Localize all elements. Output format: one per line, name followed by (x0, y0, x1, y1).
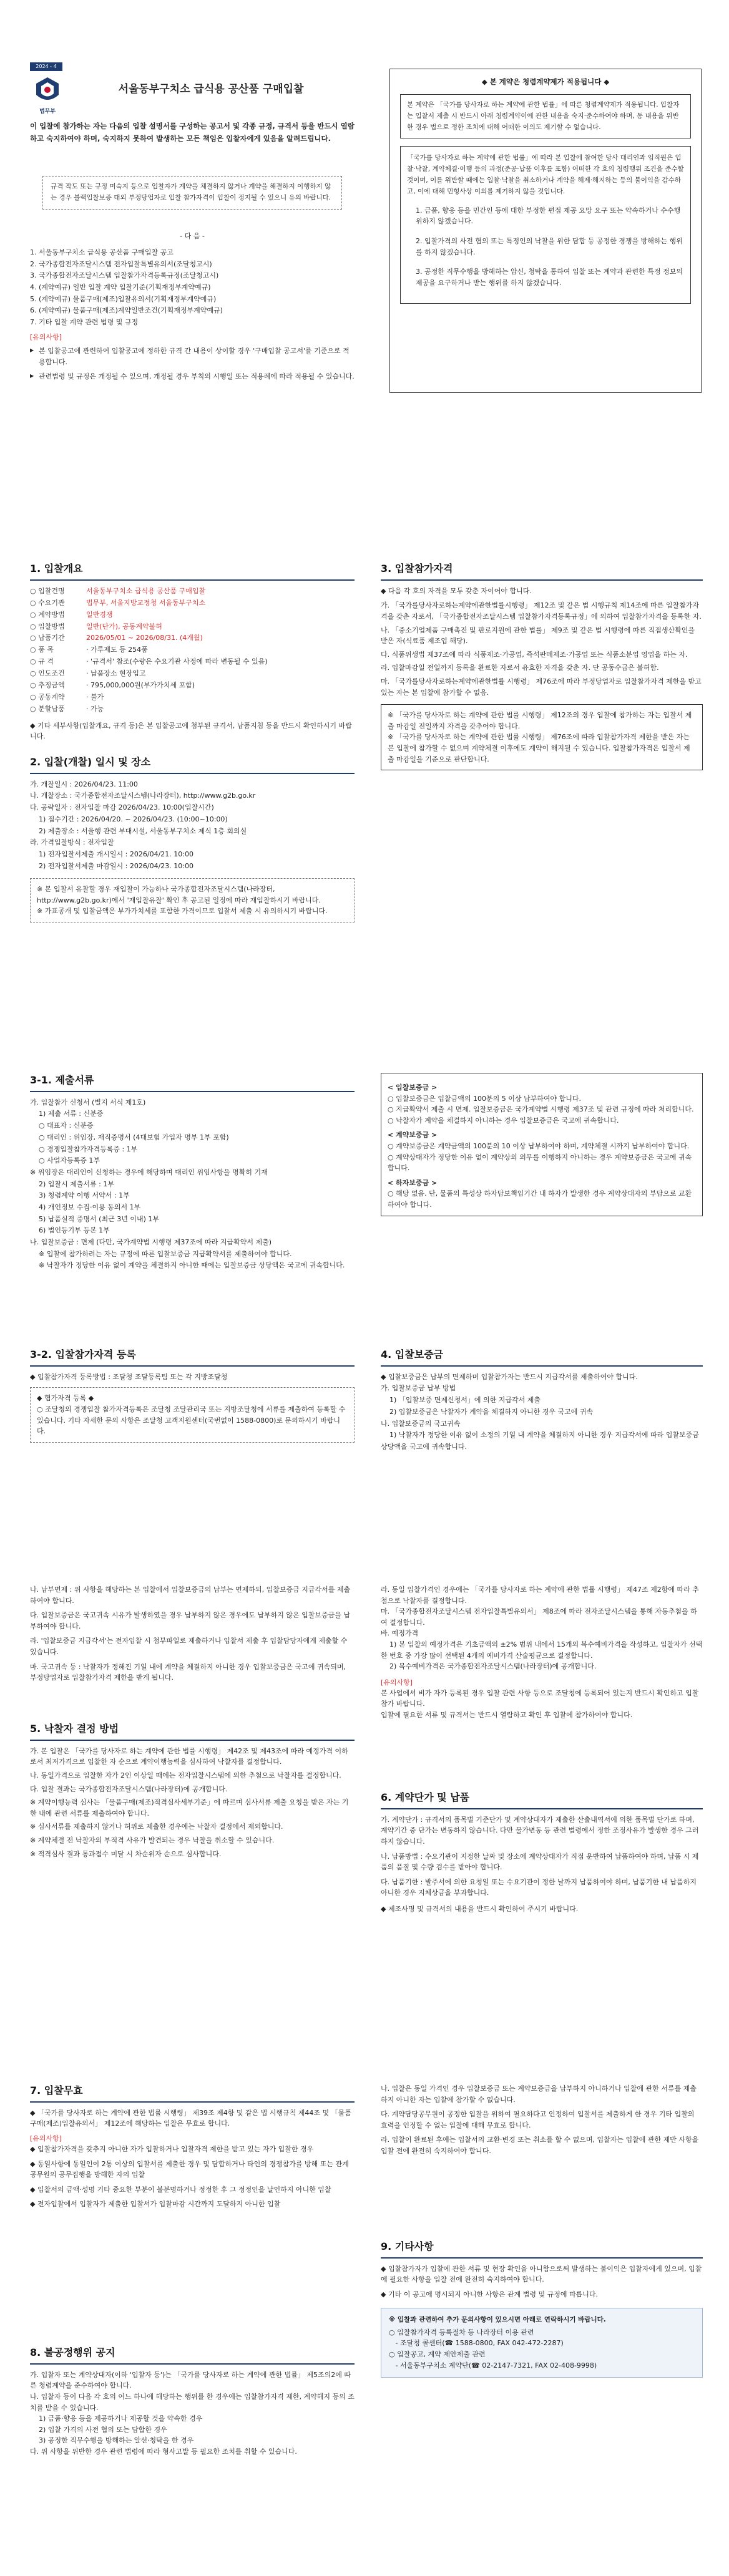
contract-item: 다. 납품기한 : 발주서에 의한 요청일 또는 수요기관이 정한 날까지 납품하여야 하며, 납품기한 내 납품하지 아니한 경우 지체상금을 부과합니다. (381, 1877, 699, 1897)
registration-box-item: ○ 조달청의 경쟁입찰 참가자격등록은 조달청 조달관리국 또는 지방조달청에 서류를 제출하여 등록할 수 있습니다. 기타 자세한 문의 사항은 조달청 고객지원센터(국번없이 1588-0800)로 문의하시기 바랍니다. (37, 1405, 348, 1436)
overview-row (30, 632, 355, 644)
contact-item: ○ 입찰참가자격 등록절차 등 나라장터 이용 관련 (389, 2328, 534, 2336)
integrity-item: 3. 공정한 직무수행을 방해하는 압신, 청탁을 통하여 입찰 또는 계약과 관련한 특정 정보의 제공을 요구하거나 받는 행위를 하지 않겠습니다. (416, 268, 685, 287)
contract-item: 나. 납품방법 : 수요기관이 지정한 날짜 및 장소에 계약상대자가 직접 운반하여 납품하여야 하며, 납품 시 제품의 품질 및 수량 검수를 받아야 합니다. (381, 1852, 699, 1872)
section-title-schedule: 2. 입찰(개찰) 일시 및 장소 (30, 755, 355, 774)
section-title-contract: 6. 계약단가 및 납품 (381, 1790, 703, 1809)
contact-title: ※ 입찰과 관련하여 추가 문의사항이 있으시면 아래로 연락하시기 바랍니다. (389, 2315, 606, 2323)
qualification-item: 다. 식품위생법 제37조에 따라 식품제조·가공업, 즉석판매제조·가공업 또는 식품소분업 영업을 하는 자. (381, 650, 688, 659)
deposit-box-item: < 하자보증금 > (388, 1178, 438, 1187)
section-title-documents: 3-1. 제출서류 (30, 1073, 355, 1092)
deposit-box-item: ○ 입찰보증금은 입찰금액의 100분의 5 이상 납부하여야 합니다. (388, 1094, 581, 1103)
schedule-note-item: ※ 본 입찰서 유찰할 경우 재입찰이 가능하나 국가종합전자조달시스템(나라장터, http://www.g2b.go.kr)에서 '재입찰유찰' 확인 후 공고된 일정에 따라 재입찰하시기 바랍니다. (37, 885, 321, 904)
section-title-bid-deposit: 4. 입찰보증금 (381, 1347, 703, 1367)
overview-row (30, 598, 355, 609)
award-item: ※ 계약이행능력 심사는 「물품구매(제조)적격심사세부기준」에 따르며 심사서류 제출 요청을 받은 자는 기한 내에 관련 서류를 제출하여야 합니다. (30, 1798, 349, 1818)
document-list-item: 6. (계약예규) 물품구매(제조)계약일반조건(기획재정부계약예규) (30, 306, 223, 315)
invalid-intro: ◆ 「국가를 당사자로 하는 계약에 관한 법률 시행령」 제39조 제4항 및 같은 법 시행규칙 제44조 및 「물품구매(제조)입찰유의서」 제12조에 해당하는 입찰은 무효로 합니다. (30, 2108, 351, 2128)
contact-item: - 서울동부구치소 계약단(☎ 02-2147-7321, FAX 02-408-9998) (389, 2361, 597, 2370)
deposit-box-item: ○ 지급확약서 제출 시 면제. 입찰보증금은 국가계약법 시행령 제37조 및 관련 규정에 따라 처리합니다. (388, 1105, 694, 1114)
section-bid-deposit (381, 1347, 703, 1453)
section-unfair (30, 2345, 355, 2457)
unfair-item: 나. 입찰자 등이 다음 각 호의 어느 하나에 해당하는 행위를 한 경우에는 입찰참가자격 제한, 계약해지 등의 조치를 받을 수 있습니다. (30, 2392, 355, 2412)
deposit-box-item: < 계약보증금 > (388, 1131, 438, 1140)
documents-item: 1) 제출 서류 : 신분증 (30, 1110, 104, 1118)
documents-item: 5) 납품실적 증명서 (최근 3년 이내) 1부 (30, 1214, 159, 1223)
integrity-title: ◆ 본 계약은 청렴계약제가 적용됩니다 ◆ (481, 77, 610, 86)
registration-box (30, 1387, 355, 1442)
documents-item: ○ 사업자등록증 1부 (30, 1156, 100, 1165)
schedule-item: 가. 개찰일시 : 2026/04/23. 11:00 (30, 780, 138, 788)
overview-row (30, 668, 355, 680)
award-list (30, 1746, 355, 1859)
schedule-item: 라. 가격입찰방식 : 전자입찰 (30, 838, 114, 847)
overview-key: ○ 품 목 (30, 646, 54, 654)
section-title-misc: 9. 기타사항 (381, 2239, 703, 2259)
caution-item: ▶ 관련법령 및 규정은 개정될 수 있으며, 개정될 경우 부칙의 시행일 또는 적용례에 따라 적용될 수 있습니다. (30, 372, 355, 381)
section-title-invalid: 7. 입찰무효 (30, 2083, 355, 2103)
overview-value: · 가능 (86, 704, 104, 713)
unfair-item: 1) 금품·향응 등을 제공하거나 제공할 것을 약속한 경우 (30, 2414, 203, 2423)
schedule-item: 다. 공략일자 : 전자입찰 마감 2026/04/23. 10:00(입찰시간) (30, 803, 214, 812)
unfair-item: 2) 입찰 가격의 사전 협의 또는 담합한 경우 (30, 2425, 167, 2434)
bid-deposit-item: 1) 「입찰보증 면제신청서」에 의한 지급각서 제출 (381, 1396, 541, 1405)
document-list-item: 5. (계약예규) 물품구매(제조)입찰유의서(기획재정부계약예규) (30, 294, 217, 303)
misc-item: ◆ 입찰참가자가 입찰에 관한 서류 및 현장 확인을 아니함으로써 발생하는 불이익은 입찰자에게 있으며, 입찰에 필요한 사항을 입찰 전에 완전히 숙지하여야 합니다. (381, 2264, 702, 2284)
qualification-note-item: ※ 「국가를 당사자로 하는 계약에 관한 법률 시행령」 제76조에 따라 입찰참가자격 제한을 받은 자는 본 입찰에 참가할 수 없으며 계약체결 이후에도 계약이 해지될 수 있습니다. 입찰참가자격은 입찰서 제출 마감일을 기준으로 판단합니다. (388, 733, 692, 763)
registration-intro: ◆ 입찰참가자격 등록방법 : 조달청 조달등록팀 또는 각 지방조달청 (30, 1372, 228, 1381)
unfair-item: 3) 공정한 직무수행을 방해하는 알선·청탁을 한 경우 (30, 2436, 194, 2445)
deposit-box-item: < 입찰보증금 > (388, 1083, 438, 1092)
award-continued-list (381, 1584, 703, 1672)
misc-list (381, 2264, 703, 2300)
qualification-intro: ◆ 다음 각 호의 자격을 모두 갖춘 자이어야 합니다. (381, 586, 532, 595)
schedule-item: 1) 전자입찰서제출 개시일시 : 2026/04/21. 10:00 (30, 850, 193, 858)
overview-key: ○ 추정금액 (30, 681, 65, 690)
bid-deposit-item: 가. 입찰보증금 납부 방법 (381, 1384, 456, 1393)
overview-row (30, 609, 355, 621)
award-continued-item: 라. 동일 입찰가격인 경우에는 「국가를 당사자로 하는 계약에 관한 법률 시행령」 제47조 제2항에 따라 추첨으로 낙찰자를 결정합니다. (381, 1586, 699, 1605)
documents-item: 6) 법인등기부 등본 1부 (30, 1226, 110, 1235)
deposit-box (381, 1073, 703, 1216)
documents-item: 가. 입찰참가 신청서 (별지 서식 제1호) (30, 1098, 146, 1106)
invalid-continued-list (381, 2083, 703, 2157)
invalid-item: ◆ 입찰서의 금액·성명 기타 중요한 부분이 불분명하거나 정정한 후 그 정정인을 날인하지 아니한 입찰 (30, 2185, 331, 2194)
registration-box-item: ◆ 협가자격 등록 ◆ (37, 1394, 94, 1403)
arrow-icon: ▶ (30, 347, 34, 353)
integrity-item: 2. 입찰가격의 사전 협의 또는 특정인의 낙찰을 위한 담합 등 공정한 경쟁을 방해하는 행위를 하지 않겠습니다. (416, 236, 683, 256)
award-item: 나. 동일가격으로 입찰한 자가 2인 이상일 때에는 전자입찰시스템에 의한 추첨으로 낙찰자를 결정합니다. (30, 1771, 341, 1779)
section-schedule (30, 755, 355, 922)
section-award-continued (381, 1584, 703, 1721)
integrity-box (389, 69, 702, 393)
documents-item: ※ 낙찰자가 정당한 이유 없이 계약을 체결하지 아니한 때에는 입찰보증금 상당액은 국고에 귀속합니다. (30, 1261, 345, 1270)
document-list-item: 4. (계약예규) 일반 입찰 계약 입찰기준(기획재정부계약예규) (30, 283, 211, 292)
overview-value: · 795,000,000원(부가가치세 포함) (86, 681, 195, 690)
qualification-item: 나. 「중소기업제품 구매촉진 및 판로지원에 관한 법률」 제9조 및 같은 법 시행령에 따른 직접생산확인을 받은 자(식료품 제조업 해당). (381, 626, 697, 646)
contract-item: 가. 계약단가 : 규격서의 품목별 기준단가 및 계약상대자가 제출한 산출내역서에 의한 품목별 단가로 하며, 계약기간 중 단가는 변동하지 않습니다. 다만 물가변동 등 관련 법령에서 정한 조정사유가 발생한 경우 그러하지 않습니다. (381, 1815, 699, 1846)
header-section (30, 62, 355, 418)
deposit-box-list (388, 1082, 696, 1211)
overview-row (30, 692, 355, 704)
deposit-extra-item: 마. 국고귀속 등 : 낙찰자가 정해진 기일 내에 계약을 체결하지 아니한 경우 입찰보증금은 국고에 귀속되며, 부정당업자로 입찰참가자격 제한을 받게 됩니다. (30, 1662, 348, 1682)
contact-list (389, 2327, 695, 2371)
award-continued-item: 바. 예정가격 (381, 1629, 419, 1638)
overview-table (30, 586, 355, 715)
schedule-item: 2) 전자입찰서제출 마감일시 : 2026/04/23. 10:00 (30, 861, 193, 870)
overview-value: · 납품장소 현장입고 (86, 669, 146, 678)
qualification-note (381, 704, 703, 770)
award-item: 다. 입찰 결과는 국가종합전자조달시스템(나라장터)에 공개합니다. (30, 1784, 228, 1793)
documents-item: ※ 위임장은 대리인이 신청하는 경우에 해당하며 대리인 위임사항을 명확히 기재 (30, 1168, 268, 1176)
qualification-item: 마. 「국가를당사자로하는계약에관한법률 시행령」 제76조에 따라 부정당업자로 입찰참가자격 제한을 받고 있는 자는 본 입찰에 참가할 수 없음. (381, 677, 704, 697)
schedule-item: 2) 제출장소 : 서울행 관련 부대시설, 서울동부구치소 제식 1층 회의실 (30, 826, 247, 835)
list-title: - 다 음 - (180, 232, 205, 240)
award-continued-item: 2) 복수예비가격은 국가종합전자조달시스템(나라장터)에 공개합니다. (381, 1662, 597, 1671)
invalid-item: ◆ 입찰참가자격을 갖추지 아니한 자가 입찰하거나 입찰자격 제한을 받고 있는 자가 입찰한 경우 (30, 2145, 314, 2154)
award-item: 가. 본 입찰은 「국가를 당사자로 하는 계약에 관한 법률 시행령」 제42조 및 제43조에 따라 예정가격 이하로서 최저가격으로 입찰한 자 순으로 계약이행능력을 심사하여 낙찰자를 결정합니다. (30, 1746, 348, 1766)
overview-value: 법무부, 서울지방교정청 서울동부구치소 (86, 598, 206, 607)
deposit-box-item: ○ 낙찰자가 계약을 체결하지 아니하는 경우 입찰보증금은 국고에 귀속합니다. (388, 1116, 619, 1125)
overview-key: ○ 규 격 (30, 657, 54, 666)
documents-item: 2) 입찰시 제출서류 : 1부 (30, 1179, 114, 1188)
overview-value: 일반경쟁 (86, 610, 113, 619)
overview-key: ○ 계약방법 (30, 610, 65, 619)
schedule-note (30, 878, 355, 922)
section-title-registration: 3-2. 입찰참가자격 등록 (30, 1347, 355, 1367)
schedule-list (30, 779, 355, 873)
section-title-award: 5. 낙찰자 결정 방법 (30, 1721, 355, 1741)
section-invalid-continued (381, 2083, 703, 2161)
document-list-item: 7. 기타 입찰 계약 관련 법령 및 규정 (30, 318, 139, 327)
award-item: ※ 계약체결 전 낙찰자의 부적격 사유가 발견되는 경우 낙찰을 취소할 수 있습니다. (30, 1836, 275, 1844)
overview-key: ○ 분할납품 (30, 704, 65, 713)
contact-item: ○ 입찰공고, 계약 제안제출 관련 (389, 2350, 486, 2359)
qualification-list (381, 600, 703, 698)
deposit-extra-item: 다. 입찰보증금은 국고귀속 시유가 발생하였을 경우 납부하지 않은 경우에도 납부하지 않은 입찰보증금을 납부하여야 합니다. (30, 1611, 350, 1630)
integrity-text: 본 계약은 「국가를 당사자로 하는 계약에 관한 법률」에 따른 청렴계약제가 적용됩니다. 입찰자는 입찰서 제출 시 반드시 아래 청렴계약이에 관한 내용을 숙지·준수하여야 하며, 동 내용을 위반한 경우 법으로 정한 조치에 대해 어떠한 이의도 제기할 수 없습니다. (400, 94, 691, 139)
award-caution-item: 본 사업에서 비가 자가 등록된 경우 입찰 관련 사항 등으로 조달청에 등록되어 있는지 반드시 확인하고 입찰 참가 바랍니다. (381, 1688, 701, 1708)
overview-value: 일반(단가), 공동계약불허 (86, 622, 162, 631)
contact-box (381, 2308, 703, 2378)
section-deposit-extra (30, 1584, 355, 1687)
schedule-note-item: ※ 가표공개 및 입찰금액은 부가가치세를 포함한 가격이므로 입찰서 제출 시 유의하시기 바랍니다. (37, 907, 328, 916)
deposit-box-item: ○ 계약상대자가 정당한 이유 없이 계약상의 의무를 이행하지 아니하는 경우 계약보증금은 국고에 귀속합니다. (388, 1153, 692, 1173)
deposit-extra-item: 라. '입찰보증금 지급각서'는 전자입찰 시 첨부파일로 제출하거나 입찰서 제출 후 입찰담당자에게 제출할 수 있습니다. (30, 1637, 350, 1656)
award-caution-label: [유의사항] (381, 1678, 413, 1687)
bid-deposit-item: 2) 입찰보증금은 낙찰자가 계약을 체결하지 아니한 경우 국고에 귀속 (381, 1407, 594, 1416)
documents-item: 나. 입찰보증금 : 면제 (다만, 국가계약법 시행령 제37조에 따라 지급확약서 제출) (30, 1238, 272, 1247)
logo-caption: 법무부 (39, 109, 56, 115)
logo (30, 76, 65, 117)
integrity-item: 1. 금품, 향응 등을 민간인 등에 대한 부정한 편접 제공 요망 요구 또는 약속하거나 수수행위하지 않겠습니다. (416, 206, 681, 226)
overview-row (30, 621, 355, 633)
integrity-text-2: 「국가를 당사자로 하는 계약에 관한 법률」에 따라 본 입찰에 참여한 당사 대리인과 임직원은 입찰·낙찰, 계약체결·이행 등의 과정(준공·납품 이후를 포함) 어떠한 각 호의 청렴행위 조건을 준수할 것이며, 이를 위반할 때에는 입찰·낙찰을 취소하거나 계약을 해제·해지하는 등의 불이익을 감수하고, 이에 대해 민형사상 이의를 제기하지 않을 것입니다. (407, 154, 684, 195)
invalid-continued-item: 나. 입찰은 동일 가격인 경우 입찰보증금 또는 계약보증금을 납부하지 아니하거나 입찰에 관한 서류를 제출하지 아니한 자는 입찰에 참가할 수 없습니다. (381, 2085, 697, 2104)
arrow-icon: ▶ (30, 373, 34, 379)
section-title-overview: 1. 입찰개요 (30, 561, 355, 581)
contact-item: - 조달청 콜센터(☎ 1588-0800, FAX 042-472-2287) (389, 2339, 564, 2348)
documents-item: ○ 대리인 : 위임장, 재직증명서 (4대보험 가입자 명부 1부 포함) (30, 1133, 229, 1141)
invalid-list (30, 2144, 355, 2210)
section-documents (30, 1073, 355, 1272)
overview-value: · 가루제도 등 254품 (86, 646, 148, 654)
document-list-item: 3. 국가종합전자조달시스템 입찰참가자격등록규정(조달청고시) (30, 271, 219, 280)
misc-item: ◆ 기타 이 공고에 명시되지 아니한 사항은 관계 법령 및 규정에 따릅니다. (381, 2290, 598, 2298)
overview-row (30, 704, 355, 715)
deposit-box-item: ○ 해당 없음. 단, 물품의 특성상 하자담보책임기간 내 하자가 발생한 경우 계약상대자의 부담으로 교환하여야 합니다. (388, 1189, 692, 1209)
document-list (30, 247, 355, 329)
section-misc (381, 2239, 703, 2378)
overview-value: · 불가 (86, 692, 104, 701)
section-award (30, 1721, 355, 1862)
invalid-item: ◆ 전자입찰에서 입찰자가 제출한 입찰서가 입찰마감 시간까지 도달하지 아니한 입찰 (30, 2200, 281, 2209)
section-title-qualification: 3. 입찰참가자격 (381, 561, 703, 581)
section-qualification (381, 561, 703, 770)
contract-list (381, 1814, 703, 1899)
invalid-continued-item: 다. 계약담당공무원이 공정한 입찰을 위하여 필요하다고 인정하여 입찰서를 제출하게 한 경우 기타 입찰의 효력을 인정할 수 없는 입찰에 대해 무효로 합니다. (381, 2110, 697, 2129)
integrity-items (407, 205, 684, 289)
section-title-unfair: 8. 불공정행위 공지 (30, 2345, 355, 2365)
bid-deposit-list (381, 1372, 703, 1453)
award-item: ※ 적격심사 결과 통과점수 미달 시 차순위자 순으로 심사합니다. (30, 1849, 222, 1858)
section-overview (30, 561, 355, 742)
schedule-item: 1) 접수기간 : 2026/04/20. ~ 2026/04/23. (10:00~10:00) (30, 815, 228, 823)
unfair-item: 가. 입찰자 또는 계약상대자(이하 '입찰자 등')는 「국가를 당사자로 하는 계약에 관한 법률」 제5조의2에 따른 청렴계약을 준수하여야 합니다. (30, 2370, 351, 2390)
documents-item: 4) 개인정보 수집·이용 동의서 1부 (30, 1203, 141, 1211)
overview-row (30, 586, 355, 598)
overview-value: 서울동부구치소 급식용 공산품 구매입찰 (86, 586, 206, 595)
document-list-item: 1. 서울동부구치소 급식용 공산품 구매입찰 공고 (30, 248, 174, 256)
overview-value: 2026/05/01 ~ 2026/08/31. (4개월) (86, 634, 203, 642)
overview-key: ○ 입찰방법 (30, 622, 65, 631)
deposit-box-item: ○ 계약보증금은 계약금액의 100분의 10 이상 납부하여야 하며, 계약체결 시까지 납부하여야 합니다. (388, 1141, 690, 1150)
doc-number: 2024 - 4 (30, 62, 62, 71)
bid-deposit-item: 1) 낙찰자가 정당한 이유 없이 소정의 기일 내 계약을 체결하지 아니한 경우 지급각서에 따라 입찰보증금 상당액을 국고에 귀속합니다. (381, 1431, 702, 1451)
overview-value: · '규격서' 참조(수량은 수요기관 사정에 따라 변동될 수 있음) (86, 657, 268, 666)
overview-row (30, 656, 355, 668)
overview-key: ○ 인도조건 (30, 669, 65, 678)
caution-list (30, 346, 355, 386)
documents-item: ○ 대표자 : 신분증 (30, 1121, 94, 1130)
qualification-note-item: ※ 「국가를 당사자로 하는 계약에 관한 법률 시행령」 제12조의 경우 입찰에 참가하는 자는 입찰서 제출 마감일 전일까지 자격을 갖추어야 합니다. (388, 711, 692, 730)
overview-key: ○ 입찰건명 (30, 586, 65, 595)
documents-item: 3) 청렴계약 이행 서약서 : 1부 (30, 1191, 130, 1200)
section-invalid (30, 2083, 355, 2214)
intro-text: 이 입찰에 참가하는 자는 다음의 입찰 설명서를 구성하는 공고서 및 각종 규정, 규격서 등을 반드시 열람하고 숙지하여야 하며, 숙지하지 못하여 발생하는 모든 책임은 입찰자에게 있음을 알려드립니다. (30, 122, 355, 143)
qualification-item: 가. 「국가를당사자로하는계약에관한법률시행령」 제12조 및 같은 법 시행규칙 제14조에 따른 입찰참가자격을 갖춘 자로서, 「국가종합전자조달시스템 입찰참가자격등록규정」에 의하여 입찰참가자격을 등록한 자. (381, 601, 702, 621)
documents-item: ○ 경쟁입찰참가자격등록증 : 1부 (30, 1145, 138, 1153)
award-continued-item: 마. 「국가종합전자조달시스템 전자입찰특별유의서」 제8조에 따라 전자조달시스템을 통해 자동추첨을 하여 결정합니다. (381, 1607, 697, 1627)
caution-label: [유의사항] (30, 333, 62, 341)
section-contract (381, 1790, 703, 1915)
documents-list (30, 1097, 355, 1272)
overview-footnote: ◆ 기타 세부사항(입찰개요, 규격 등)은 본 입찰공고에 첨부된 규격서, 납품지침 등을 반드시 확인하시기 바랍니다. (30, 721, 352, 741)
award-continued-item: 1) 본 입찰의 예정가격은 기초금액의 ±2% 범위 내에서 15개의 복수예비가격을 작성하고, 입찰자가 선택한 번호 중 가장 많이 선택된 4개의 예비가격 산술평균으로 결정합니다. (381, 1640, 703, 1660)
integrity-conditions (400, 146, 691, 304)
overview-row (30, 680, 355, 692)
bid-deposit-item: 나. 입찰보증금의 국고귀속 (381, 1419, 461, 1428)
unfair-list (30, 2370, 355, 2457)
page-title: 서울동부구치소 급식용 공산품 구매입찰 (118, 83, 304, 95)
award-caution-list (381, 1688, 703, 1721)
caution-item: ▶ 본 입찰공고에 관련하여 입찰공고에 정하한 규격 간 내용이 상이할 경우 '구매입찰 공고서'를 기준으로 적용합니다. (30, 347, 350, 366)
document-list-item: 2. 국가종합전자조달시스템 전자입찰특별유의서(조달청고시) (30, 259, 212, 268)
deposit-extra-item: 나. 납부면제 : 위 사항을 해당하는 본 입찰에서 입찰보증금의 납부는 면제하되, 입찰보증금 지급각서를 제출하여야 합니다. (30, 1586, 351, 1605)
qualification-item: 라. 입찰마감일 전일까지 등록을 완료한 자로서 유효한 자격을 갖춘 자. 단 공동수급은 불허함. (381, 664, 659, 672)
bid-deposit-item: ◆ 입찰보증금은 납부의 면제하며 입찰참가자는 반드시 지급각서를 제출하여야 합니다. (381, 1372, 638, 1381)
deposit-extra-list (30, 1584, 355, 1683)
overview-key: ○ 납품기간 (30, 634, 65, 642)
ministry-logo-icon (34, 76, 61, 105)
overview-key: ○ 수요기관 (30, 598, 65, 607)
unfair-item: 다. 위 사항을 위반한 경우 관련 법령에 따라 형사고발 등 필요한 조치를 취할 수 있습니다. (30, 2447, 297, 2456)
award-item: ※ 심사서류를 제출하지 않거나 허위로 제출한 경우에는 낙찰자 결정에서 제외합니다. (30, 1823, 283, 1831)
invalid-item: ◆ 동일사항에 동일인이 2통 이상의 입찰서를 제출한 경우 및 담합하거나 타인의 경쟁참가를 방해 또는 관계 공무원의 공무집행을 방해한 자의 입찰 (30, 2159, 351, 2179)
documents-item: ※ 입찰에 참가하려는 자는 규정에 따른 입찰보증금 지급확약서를 제출하여야 합니다. (30, 1249, 292, 1258)
schedule-item: 나. 개찰장소 : 국가종합전자조달시스템(나라장터), http://www.g2b.go.kr (30, 792, 256, 800)
award-caution-item: 입찰에 필요한 서류 및 규격서는 반드시 열람하고 확인 후 입찰에 참가하여야 합니다. (381, 1710, 633, 1719)
notice-box: 규격 작도 또는 규정 미숙지 등으로 입찰자가 계약을 체결하지 않거나 계약을 해결하지 이행하지 않는 경우 블랙입찰보증 대외 부정당업자로 입찰 참가자격이 입찰이 정지될 수 있으니 유의 바랍니다. (42, 176, 342, 210)
overview-row (30, 644, 355, 656)
overview-key: ○ 공동계약 (30, 692, 65, 701)
invalid-caution-label: [유의사항] (30, 2134, 62, 2143)
section-registration (30, 1347, 355, 1443)
invalid-continued-item: 라. 입찰이 완료된 후에는 입찰서의 교환·변경 또는 취소를 할 수 없으며, 입찰자는 입찰에 관한 제반 사항을 입찰 전에 완전히 숙지하여야 합니다. (381, 2136, 701, 2155)
contract-footnote: ◆ 제조사명 및 규격서의 내용을 반드시 확인하여 주시기 바랍니다. (381, 1904, 579, 1913)
